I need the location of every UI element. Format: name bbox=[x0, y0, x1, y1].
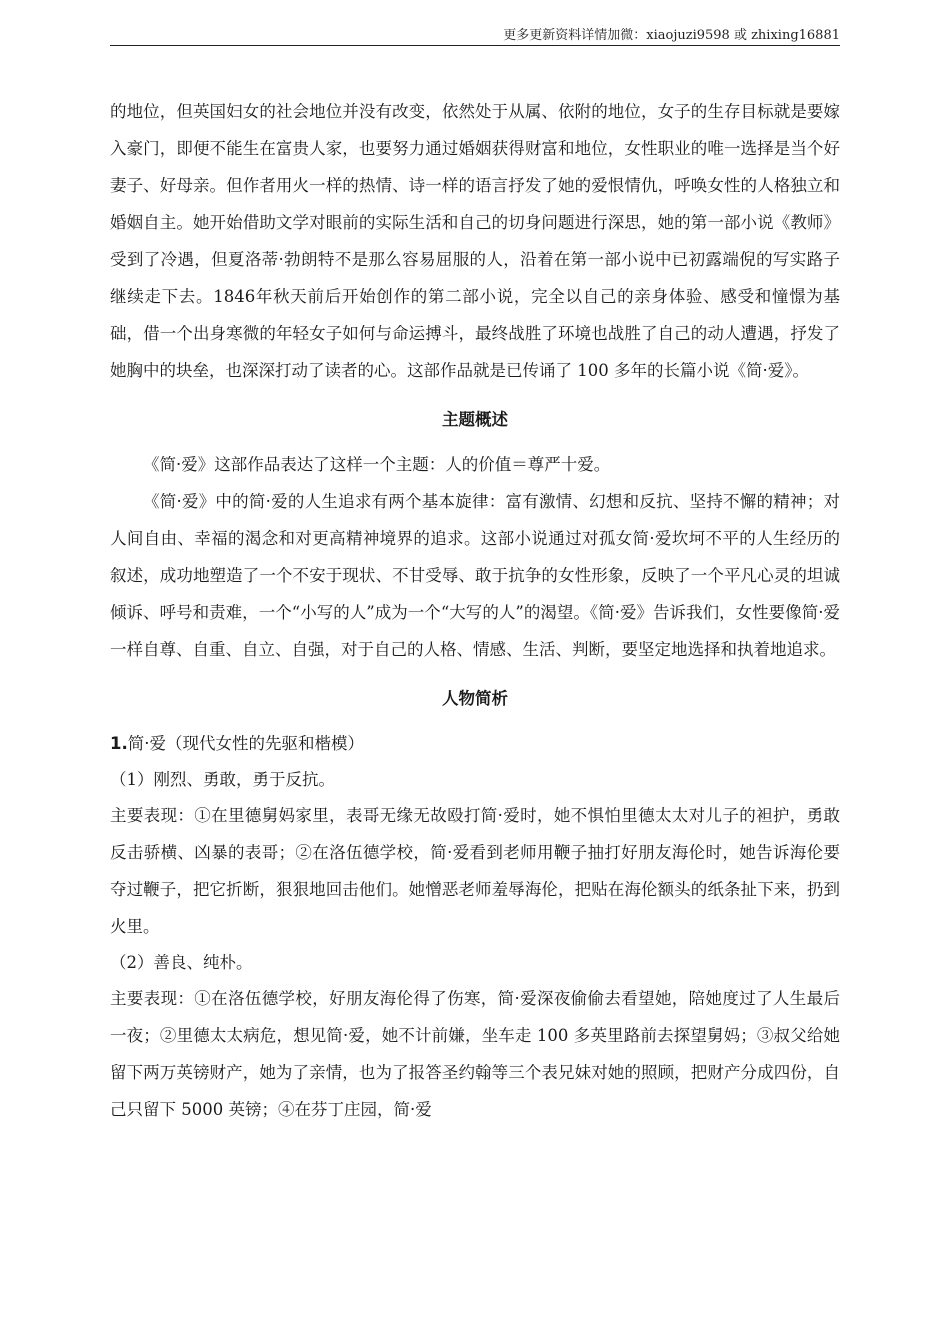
document-page bbox=[110, 0, 840, 1344]
header-divider bbox=[110, 45, 840, 46]
intro-paragraph: 的地位，但英国妇女的社会地位并没有改变，依然处于从属、依附的地位，女子的生存目标就是要嫁入豪门，即便不能生在富贵人家，也要努力通过婚姻获得财富和地位，女性职业的唯一选择是当个好妻子、好母亲。但作者用火一样的热情、诗一样的语言抒发了她的爱恨情仇，呼唤女性的人格独立和婚姻自主。她开始借助文学对眼前的实际生活和自己的切身问题进行深思，她的第一部小说《教师》受到了冷遇，但夏洛蒂·勃朗特不是那么容易屈服的人，沿着在第一部小说中已初露端倪的写实路子继续走下去。1846年秋天前后开始创作的第二部小说，完全以自己的亲身体验、感受和憧憬为基础，借一个出身寒微的年轻女子如何与命运搏斗，最终战胜了环境也战胜了自己的动人遭遇，抒发了她胸中的块垒，也深深打动了读者的心。这部作品就是已传诵了 100 多年的长篇小说《简·爱》。 bbox=[110, 102, 840, 380]
page-header: 更多更新资料详情加微：xiaojuzi9598 或 zhixing16881 bbox=[503, 28, 840, 43]
document-body bbox=[110, 93, 840, 1128]
theme-paragraph: 《简·爱》中的简·爱的人生追求有两个基本旋律：富有激情、幻想和反抗、坚持不懈的精神；对人间自由、幸福的渴念和对更高精神境界的追求。这部小说通过对孤女简·爱坎坷不平的人生经历的叙述，成功地塑造了一个不安于现状、不甘受辱、敢于抗争的女性形象，反映了一个平凡心灵的坦诚倾诉、呼号和责难，一个“小写的人”成为一个“大写的人”的渴望。《简·爱》告诉我们，女性要像简·爱一样自尊、自重、自立、自强，对于自己的人格、情感、生活、判断，要坚定地选择和执着地追求。 bbox=[110, 492, 840, 659]
theme-paragraph: 《简·爱》这部作品表达了这样一个主题：人的价值＝尊严十爱。 bbox=[143, 455, 611, 474]
character-trait-description: 主要表现：①在洛伍德学校，好朋友海伦得了伤寒，简·爱深夜偷偷去看望她，陪她度过了人生最后一夜；②里德太太病危，想见简·爱，她不计前嫌，坐车走 100 多英里路前去探望舅妈；③叔父给她留下两万英镑财产，她为了亲情，也为了报答圣约翰等三个表兄妹对她的照顾，把财产分成四份，自己只留下 5000 英镑；④在芬丁庄园，简·爱 bbox=[110, 989, 840, 1119]
character-trait-heading: （2）善良、纯朴。 bbox=[110, 953, 253, 972]
character-section-title: 人物简析 bbox=[442, 689, 508, 708]
character-trait-description: 主要表现：①在里德舅妈家里，表哥无缘无故殴打简·爱时，她不惧怕里德太太对儿子的袒护，勇敢反击骄横、凶暴的表哥；②在洛伍德学校，简·爱看到老师用鞭子抽打好朋友海伦时，她告诉海伦要夺过鞭子，把它折断，狠狠地回击他们。她憎恶老师羞辱海伦，把贴在海伦额头的纸条扯下来，扔到火里。 bbox=[110, 806, 840, 936]
character-item-number: 1. bbox=[110, 734, 128, 753]
character-trait-heading: （1）刚烈、勇敢，勇于反抗。 bbox=[110, 770, 335, 789]
theme-section-title: 主题概述 bbox=[442, 410, 508, 429]
character-item-heading bbox=[110, 725, 840, 762]
character-item-title: 简·爱（现代女性的先驱和楷模） bbox=[127, 734, 364, 753]
